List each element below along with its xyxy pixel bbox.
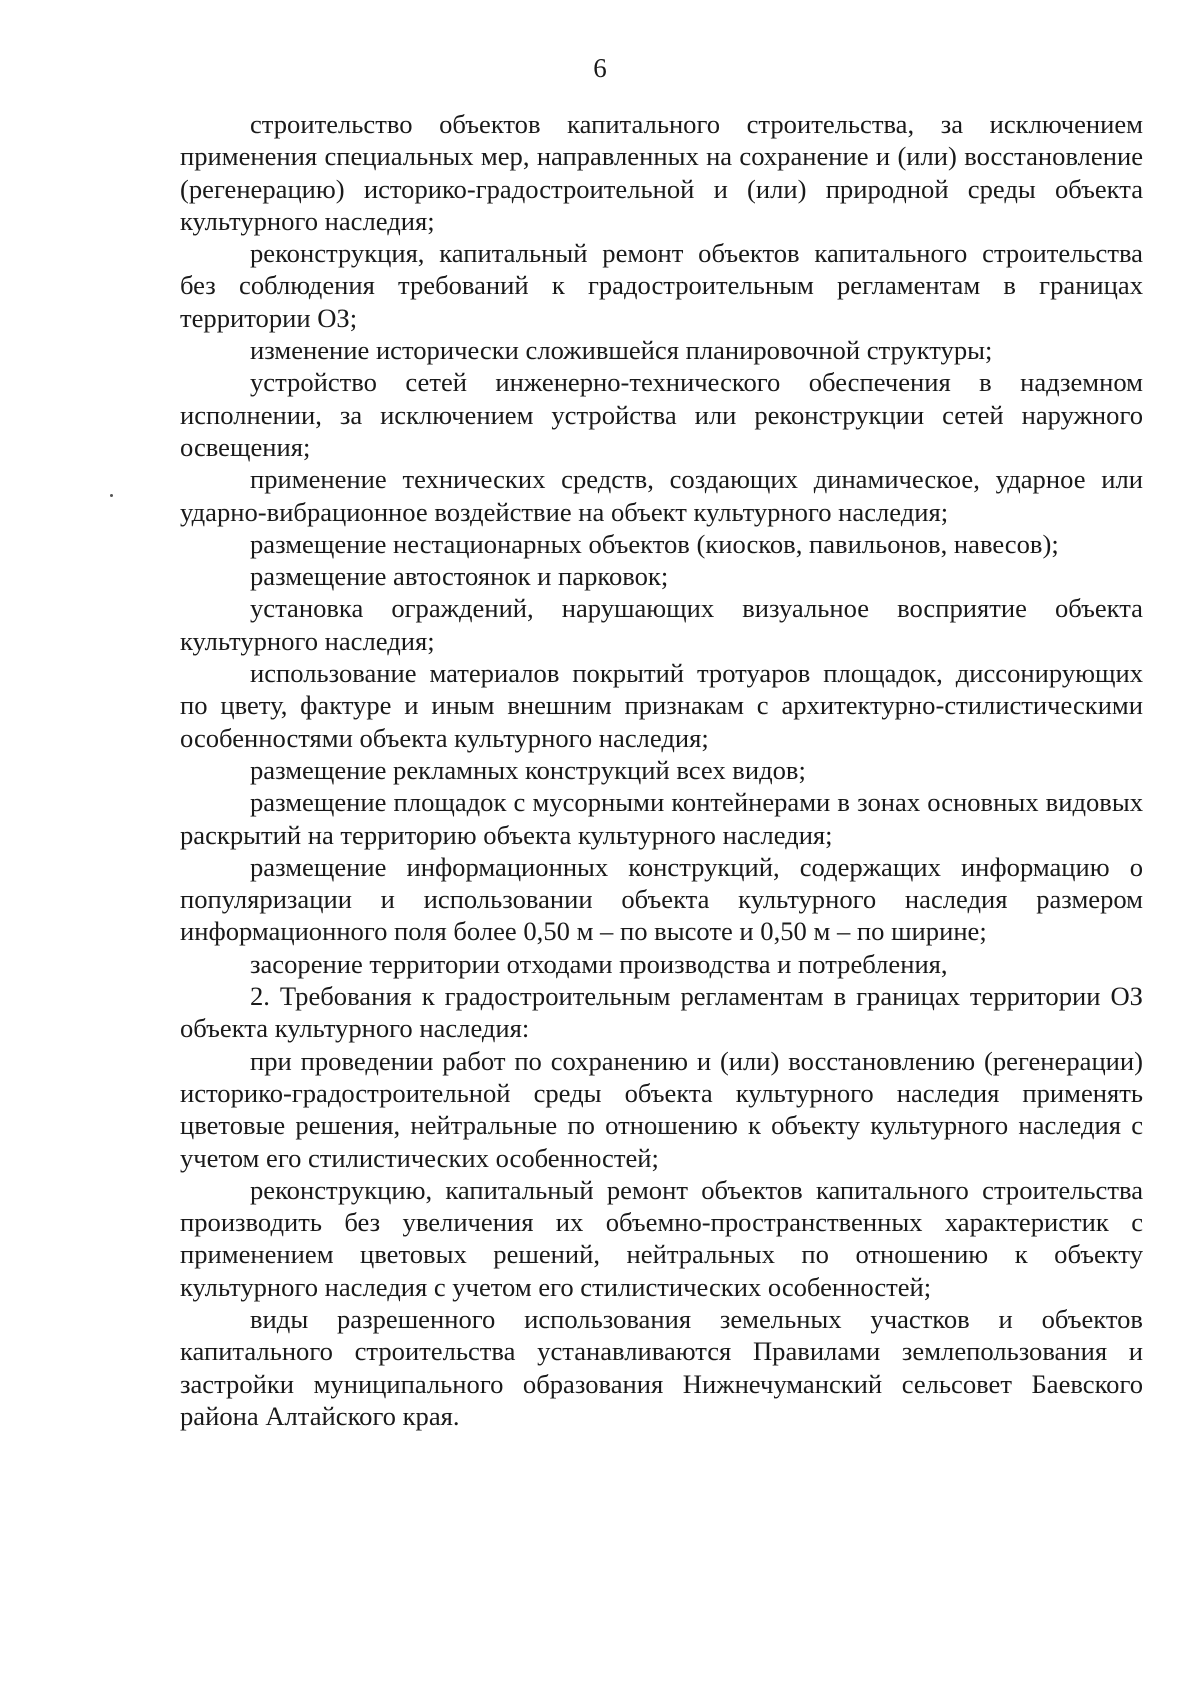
paragraph-2: реконструкция, капитальный ремонт объектов капитального строительства без соблюдения требований к градостроительным регламентам в границах территории ОЗ; bbox=[180, 238, 1143, 333]
paragraph-1: строительство объектов капитального строительства, за исключением применения специальных мер, направленных на сохранение и (или) восстановление (регенерацию) историко-градостроительной и (или) природной среды объекта культурного наследия; bbox=[180, 109, 1143, 236]
scan-speck bbox=[110, 494, 113, 497]
paragraph-6: размещение нестационарных объектов (киосков, павильонов, навесов); bbox=[250, 528, 1059, 559]
paragraph-5: применение технических средств, создающих динамическое, ударное или ударно-вибрационное воздействие на объект культурного наследия; bbox=[180, 464, 1143, 527]
paragraph-8: установка ограждений, нарушающих визуальное восприятие объекта культурного наследия; bbox=[180, 593, 1143, 656]
paragraph-13: засорение территории отходами производства и потребления, bbox=[250, 948, 948, 979]
paragraph-15: при проведении работ по сохранению и (или) восстановлению (регенерации) историко-градостроительной среды объекта культурного наследия применять цветовые решения, нейтральные по отношению к объекту культурного наследия с учетом его стилистических особенностей; bbox=[180, 1045, 1143, 1173]
section-2-heading: 2. Требования к градостроительным регламентам в границах территории ОЗ объекта культурного наследия: bbox=[180, 981, 1143, 1044]
page-number: 6 bbox=[593, 53, 607, 83]
paragraph-17: виды разрешенного использования земельных участков и объектов капитального строительства устанавливаются Правилами землепользования и застройки муниципального образования Нижнечуманский сельсовет Баевского района Алтайского края. bbox=[180, 1303, 1143, 1431]
paragraph-10: размещение рекламных конструкций всех видов; bbox=[250, 754, 806, 785]
paragraph-12: размещение информационных конструкций, содержащих информацию о популяризации и использовании объекта культурного наследия размером информационного поля более 0,50 м – по высоте и 0,50 м – по ширине; bbox=[180, 851, 1143, 947]
document-body bbox=[180, 108, 1143, 1432]
paragraph-16: реконструкцию, капитальный ремонт объектов капитального строительства производить без увеличения их объемно-пространственных характеристик с применением цветовых решений, нейтральных по отношению к объекту культурного наследия с учетом его стилистических особенностей; bbox=[180, 1174, 1143, 1302]
paragraph-11: размещение площадок с мусорными контейнерами в зонах основных видовых раскрытий на территорию объекта культурного наследия; bbox=[180, 787, 1143, 850]
paragraph-4: устройство сетей инженерно-технического обеспечения в надземном исполнении, за исключением устройства или реконструкции сетей наружного освещения; bbox=[180, 367, 1143, 462]
paragraph-3: изменение исторически сложившейся планировочной структуры; bbox=[250, 335, 993, 366]
paragraph-9: использование материалов покрытий тротуаров площадок, диссонирующих по цвету, фактуре и иным внешним признакам с архитектурно-стилистическими особенностями объекта культурного наследия; bbox=[180, 658, 1143, 753]
paragraph-7: размещение автостоянок и парковок; bbox=[250, 561, 669, 592]
